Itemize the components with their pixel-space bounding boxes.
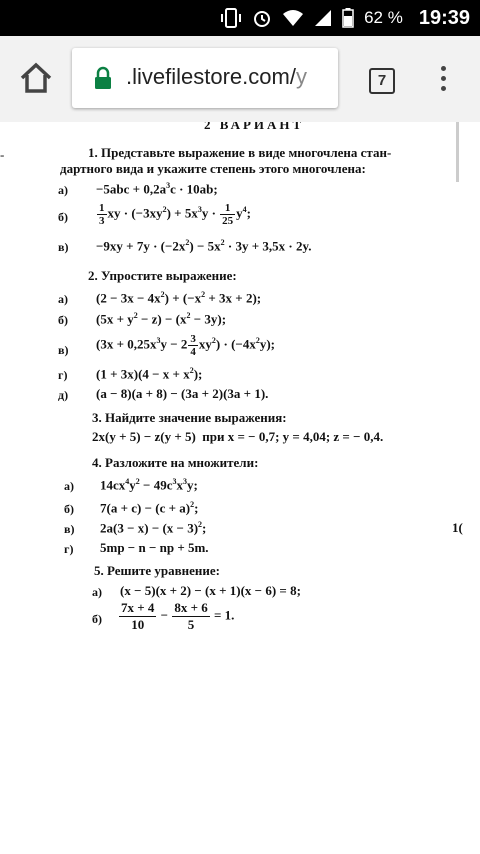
task4g-expr: 5mp − n − np + 5m. (100, 540, 209, 555)
label-a: а) (58, 292, 68, 306)
label-a: а) (92, 585, 102, 599)
task1-heading (88, 145, 391, 161)
task2g-expr: $(1 + 3x)(4 - x + x^2)$; (96, 366, 203, 382)
task2v-expr: ($3x + 0,25x^3y - 2$ $\frac{3}{4}$ $xy^2) \cdot (-4x^2y)$; (96, 333, 275, 358)
label-a: а) (58, 183, 68, 197)
label-g: г) (64, 542, 74, 556)
browser-toolbar (0, 36, 480, 122)
label-d: д) (58, 388, 69, 402)
address-bar[interactable] (72, 48, 338, 108)
document-page (0, 122, 480, 854)
task2a-expr: $(2 - 3x - 4x^2) + (-x^2 + 3x + 2)$; (96, 290, 262, 306)
wifi-icon (282, 9, 304, 27)
task2-heading (88, 268, 237, 284)
alarm-icon (252, 8, 272, 28)
vibrate-icon (220, 8, 242, 28)
clock: 19:39 (418, 6, 470, 29)
label-v: в) (64, 522, 75, 536)
task2b-expr: $(5x + y^2 - z) - (x^2 - 3y)$; (96, 311, 227, 327)
lock-icon (92, 66, 114, 90)
task1b-expr: $\frac{1}{3}$ xy · $(-3xy^2) + 5x^3y$ · $\frac{1}{25}$ $y^4$; (99, 202, 252, 227)
tab-switcher-button[interactable]: 7 (369, 68, 395, 94)
task3-heading (92, 410, 287, 426)
task2-number: 2. (88, 268, 98, 283)
stray-mark-left: - (0, 147, 5, 162)
status-bar (0, 0, 480, 36)
task1v-expr: $-9xy + 7y \cdot (-2x^2) - 5x^2 \cdot 3y + 3,5x \cdot 2y$. (96, 238, 312, 254)
task3-number: 3. (92, 410, 102, 425)
url-host: .livefilestore.com/ (126, 64, 296, 89)
stray-mark-right: 1( (452, 520, 463, 535)
task1-number: 1. (88, 145, 98, 160)
label-b: б) (58, 313, 68, 327)
label-g: г) (58, 368, 68, 382)
task4a-expr: $14cx^4y^2 - 49c^3x^3y$; (100, 477, 198, 493)
task4b-expr: $7(a + c) - (c + a)^2$; (100, 500, 199, 516)
task4v-expr: $2a(3 - x) - (x - 3)^2$; (100, 520, 207, 536)
task1a-expr: $-5abc + 0,2a^3c \cdot 10ab$; (96, 181, 218, 197)
page-edge (456, 122, 459, 182)
url-text (126, 64, 307, 90)
label-b: б) (92, 612, 102, 626)
variant-title: 2 ВАРИАНТ (204, 122, 305, 132)
task1-line1: Представьте выражение в виде многочлена стан- (101, 145, 392, 160)
task3-title: Найдите значение выражения: (105, 410, 287, 425)
task5a-expr: (x − 5)(x + 2) − (x + 1)(x − 6) = 8; (120, 583, 301, 598)
task2-title: Упростите выражение: (101, 268, 237, 283)
task3-expr: 2x(y + 5) − z(y + 5) при x = − 0,7; y = 4,04; z = − 0,4. (92, 429, 384, 444)
home-icon[interactable] (18, 60, 54, 96)
battery-icon (342, 8, 354, 28)
battery-percent: 62 % (364, 8, 403, 27)
task4-heading (92, 455, 258, 471)
label-v: в) (58, 240, 69, 254)
task5b-expr: $\frac{7x + 4}{10}$ − $\frac{8x + 6}{5}$ = 1. (121, 600, 235, 632)
task4-title: Разложите на множители: (105, 455, 259, 470)
task5-title: Решите уравнение: (107, 563, 221, 578)
status-icons (220, 0, 470, 36)
task5-number: 5. (94, 563, 104, 578)
label-b: б) (58, 210, 68, 224)
task4-number: 4. (92, 455, 102, 470)
overflow-menu-icon[interactable] (439, 66, 447, 96)
label-v: в) (58, 343, 69, 357)
label-a: а) (64, 479, 74, 493)
url-tail: y (295, 64, 307, 89)
signal-icon (314, 9, 332, 27)
label-b: б) (64, 502, 74, 516)
task2d-expr: (a − 8)(a + 8) − (3a + 2)(3a + 1). (96, 386, 269, 401)
task1-line2: дартного вида и укажите степень этого многочлена: (60, 161, 366, 176)
task5-heading (94, 563, 220, 579)
